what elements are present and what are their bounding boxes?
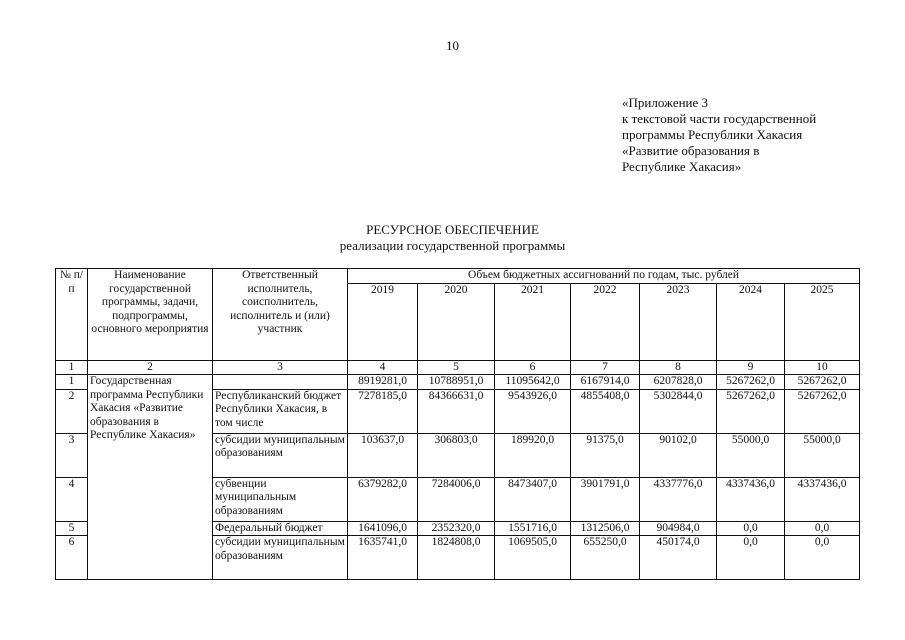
value-cell: 6207828,0 (640, 375, 717, 390)
value-cell: 3901791,0 (571, 477, 640, 521)
column-number: 7 (571, 360, 640, 375)
row-num: 5 (56, 521, 88, 536)
value-cell: 6379282,0 (348, 477, 418, 521)
value-cell: 4337436,0 (785, 477, 860, 521)
column-number: 4 (348, 360, 418, 375)
title-line-2: реализации государственной программы (339, 238, 566, 253)
row-num: 4 (56, 477, 88, 521)
header-year: 2020 (418, 283, 495, 360)
row-num: 3 (56, 433, 88, 477)
column-number: 3 (213, 360, 348, 375)
value-cell: 11095642,0 (495, 375, 571, 390)
header-executor: Ответственный исполнитель, соисполнитель, исполнитель и (или) участник (213, 269, 348, 361)
row-executor: субсидии муниципальным образованиям (213, 433, 348, 477)
table-row (56, 375, 860, 390)
column-number: 1 (56, 360, 88, 375)
header-year: 2025 (785, 283, 860, 360)
value-cell: 1312506,0 (571, 521, 640, 536)
row-executor: субсидии муниципальным образованиям (213, 536, 348, 580)
column-number: 9 (717, 360, 785, 375)
row-num: 6 (56, 536, 88, 580)
column-numbers-row (56, 360, 860, 375)
appendix-line: к текстовой части государственной (622, 111, 817, 126)
appendix-line: программы Республики Хакасия (622, 127, 803, 142)
row-executor (213, 375, 348, 390)
column-number: 8 (640, 360, 717, 375)
value-cell: 904984,0 (640, 521, 717, 536)
row-num: 1 (56, 375, 88, 390)
header-row (56, 269, 860, 284)
header-name: Наименование государственной программы, задачи, подпрограммы, основного мероприятия (88, 269, 213, 361)
header-budget-group: Объем бюджетных ассигнований по годам, тыс. рублей (348, 269, 860, 284)
value-cell: 55000,0 (717, 433, 785, 477)
value-cell: 8473407,0 (495, 477, 571, 521)
value-cell: 0,0 (785, 536, 860, 580)
header-year: 2022 (571, 283, 640, 360)
value-cell: 8919281,0 (348, 375, 418, 390)
header-year: 2023 (640, 283, 717, 360)
value-cell: 4337436,0 (717, 477, 785, 521)
value-cell: 7284006,0 (418, 477, 495, 521)
value-cell: 90102,0 (640, 433, 717, 477)
title-line-1: РЕСУРСНОЕ ОБЕСПЕЧЕНИЕ (366, 222, 539, 237)
budget-table (55, 268, 860, 580)
value-cell: 0,0 (785, 521, 860, 536)
value-cell: 450174,0 (640, 536, 717, 580)
header-year: 2021 (495, 283, 571, 360)
row-num: 2 (56, 389, 88, 433)
program-name: Государственная программа Республики Хакасия «Развитие образования в Республике Хакасия» (88, 375, 213, 580)
value-cell: 1069505,0 (495, 536, 571, 580)
value-cell: 1551716,0 (495, 521, 571, 536)
value-cell: 4855408,0 (571, 389, 640, 433)
value-cell: 10788951,0 (418, 375, 495, 390)
value-cell: 306803,0 (418, 433, 495, 477)
row-executor: Республиканский бюджет Республики Хакасия, в том числе (213, 389, 348, 433)
header-year: 2024 (717, 283, 785, 360)
value-cell: 5302844,0 (640, 389, 717, 433)
value-cell: 5267262,0 (785, 389, 860, 433)
header-num: № п/п (56, 269, 88, 361)
column-number: 10 (785, 360, 860, 375)
value-cell: 91375,0 (571, 433, 640, 477)
value-cell: 5267262,0 (717, 375, 785, 390)
value-cell: 103637,0 (348, 433, 418, 477)
value-cell: 655250,0 (571, 536, 640, 580)
value-cell: 189920,0 (495, 433, 571, 477)
value-cell: 6167914,0 (571, 375, 640, 390)
appendix-line: «Развитие образования в (622, 143, 760, 158)
column-number: 6 (495, 360, 571, 375)
value-cell: 1641096,0 (348, 521, 418, 536)
document-title (0, 222, 905, 254)
value-cell: 7278185,0 (348, 389, 418, 433)
value-cell: 9543926,0 (495, 389, 571, 433)
row-executor: Федеральный бюджет (213, 521, 348, 536)
value-cell: 4337776,0 (640, 477, 717, 521)
value-cell: 55000,0 (785, 433, 860, 477)
value-cell: 2352320,0 (418, 521, 495, 536)
column-number: 2 (88, 360, 213, 375)
value-cell: 0,0 (717, 521, 785, 536)
header-year: 2019 (348, 283, 418, 360)
page-number: 10 (446, 38, 459, 53)
value-cell: 1824808,0 (418, 536, 495, 580)
value-cell: 1635741,0 (348, 536, 418, 580)
value-cell: 0,0 (717, 536, 785, 580)
row-executor: субвенции муниципальным образованиям (213, 477, 348, 521)
appendix-line: Республике Хакасия» (622, 159, 742, 174)
value-cell: 5267262,0 (717, 389, 785, 433)
appendix-line: «Приложение 3 (622, 95, 709, 110)
value-cell: 5267262,0 (785, 375, 860, 390)
column-number: 5 (418, 360, 495, 375)
value-cell: 84366631,0 (418, 389, 495, 433)
appendix-note (622, 95, 816, 175)
